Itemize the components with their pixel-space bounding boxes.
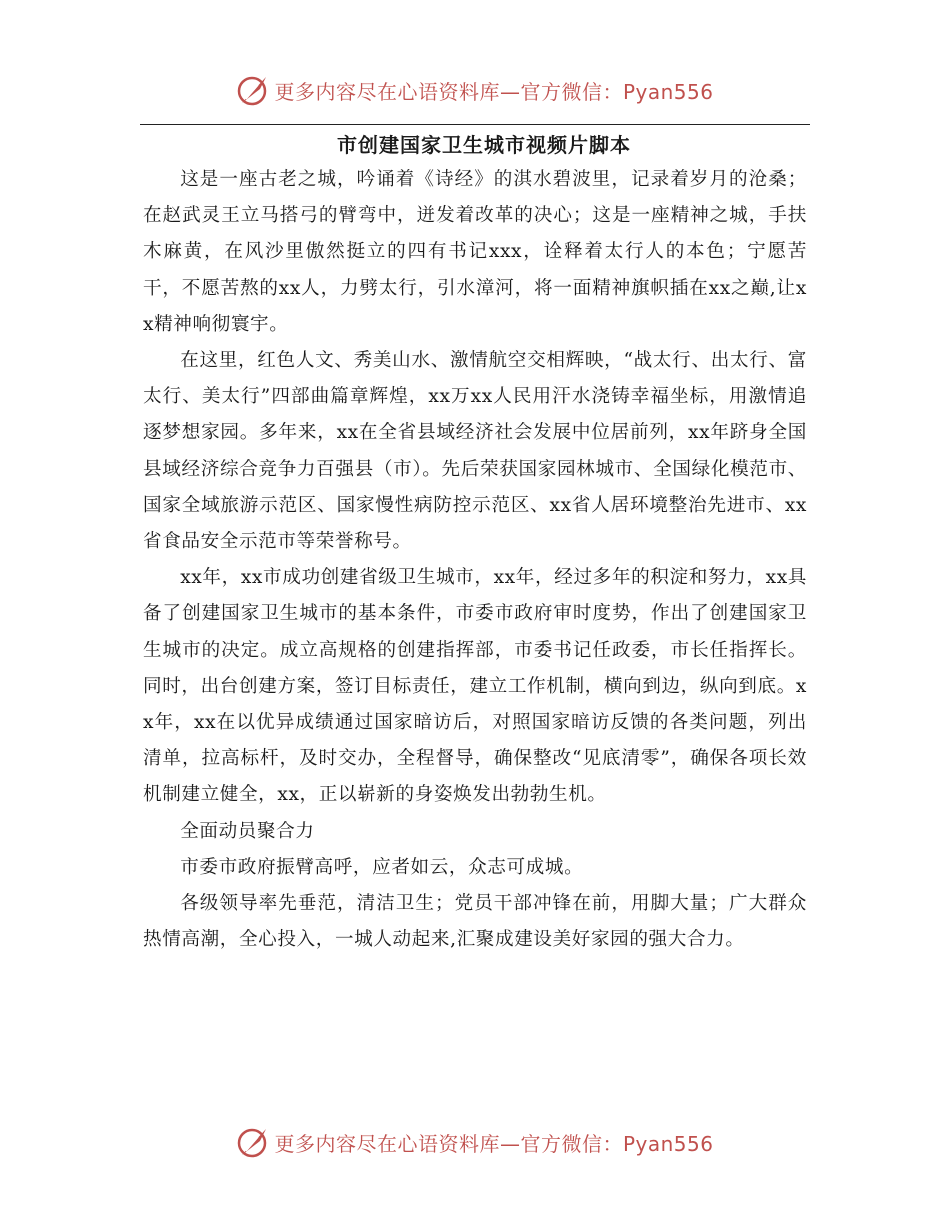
paragraph: xx年，xx市成功创建省级卫生城市，xx年，经过多年的积淀和努力，xx具备了创建国家卫生城市的基本条件，市委市政府审时度势，作出了创建国家卫生城市的决定。成立高规格的创建指挥部，市委书记任政委，市长任指挥长。同时，出台创建方案，签订目标责任，建立工作机制，横向到边，纵向到底。xx年，xx在以优异成绩通过国家暗访后，对照国家暗访反馈的各类问题，列出清单，拉高标杆，及时交办，全程督导，确保整改“见底清零”，确保各项长效机制建立健全，xx，正以崭新的身姿焕发出勃勃生机。 [143, 567, 807, 806]
banner-text: 更多内容尽在心语资料库—官方微信：Pyan556 [274, 79, 714, 104]
paragraph: 各级领导率先垂范，清洁卫生；党员干部冲锋在前，用脚大量；广大群众热情高潮，全心投入，一城人动起来,汇聚成建设美好家园的强大合力。 [143, 893, 807, 951]
section-heading: 全面动员聚合力 [180, 820, 315, 842]
quill-pen-icon [236, 73, 270, 107]
banner-text: 更多内容尽在心语资料库—官方微信：Pyan556 [274, 1131, 714, 1156]
header-rule [140, 124, 810, 125]
header-banner [0, 70, 950, 110]
document-body [143, 128, 807, 958]
footer-banner [0, 1122, 950, 1162]
paragraph: 市委市政府振臂高呼，应者如云，众志可成城。 [180, 856, 584, 878]
quill-pen-icon [236, 1125, 270, 1159]
document-title: 市创建国家卫生城市视频片脚本 [337, 133, 631, 157]
paragraph: 这是一座古老之城，吟诵着《诗经》的淇水碧波里，记录着岁月的沧桑；在赵武灵王立马搭弓的臂弯中，迸发着改革的决心；这是一座精神之城，手扶木麻黄，在风沙里傲然挺立的四有书记xxx，诠释着太行人的本色；宁愿苦干，不愿苦熬的xx人，力劈太行，引水漳河，将一面精神旗帜插在xx之巅,让xx精神响彻寰宇。 [143, 169, 807, 335]
paragraph: 在这里，红色人文、秀美山水、激情航空交相辉映，“战太行、出太行、富太行、美太行”四部曲篇章辉煌，xx万xx人民用汗水浇铸幸福坐标，用激情追逐梦想家园。多年来，xx在全省县域经济社会发展中位居前列，xx年跻身全国县域经济综合竞争力百强县（市）。先后荣获国家园林城市、全国绿化模范市、国家全域旅游示范区、国家慢性病防控示范区、xx省人居环境整治先进市、xx省食品安全示范市等荣誉称号。 [143, 350, 807, 553]
